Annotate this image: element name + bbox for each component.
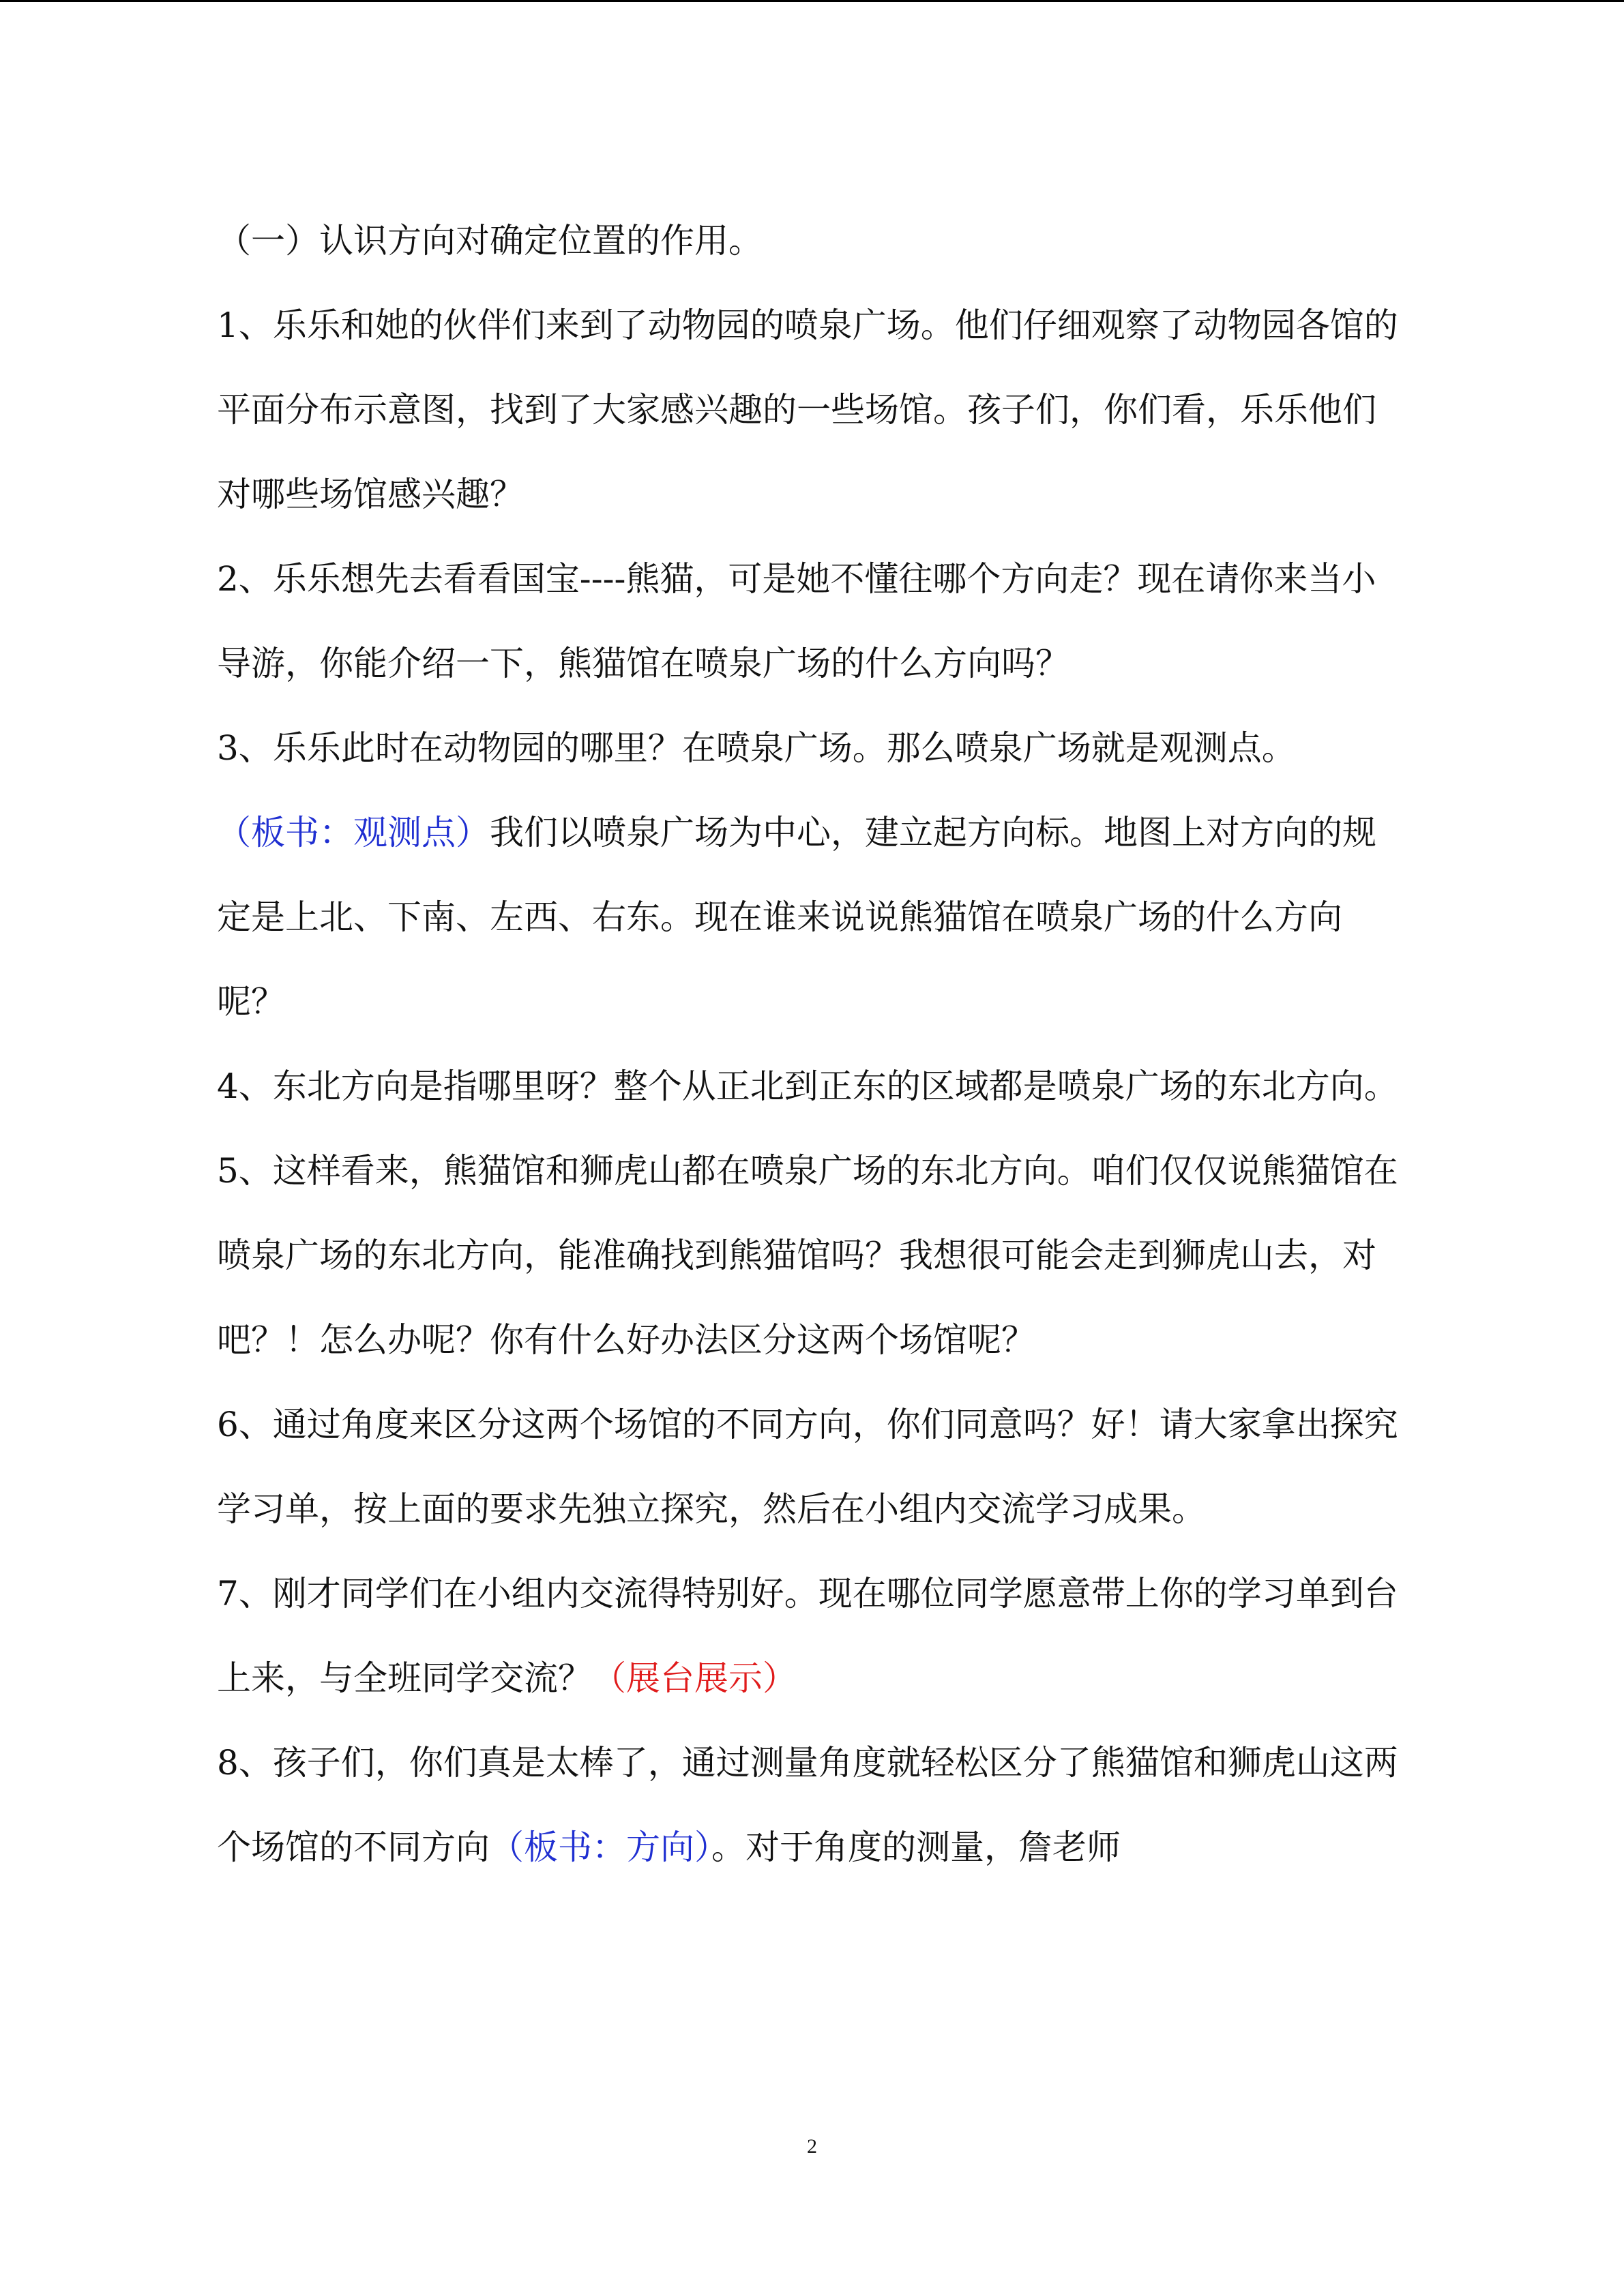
blackboard-note-direction: （板书：方向） [490, 1828, 711, 1867]
document-body [217, 198, 1407, 1890]
paragraph-2: 2、乐乐想先去看看国宝----熊猫，可是她不懂往哪个方向走？现在请你来当小导游，你能介绍一下，熊猫馆在喷泉广场的什么方向吗？ [217, 559, 1376, 683]
paragraph-1: 1、乐乐和她的伙伴们来到了动物园的喷泉广场。他们仔细观察了动物园各馆的平面分布示意图，找到了大家感兴趣的一些场馆。孩子们，你们看，乐乐他们对哪些场馆感兴趣？ [217, 305, 1398, 514]
paragraph-7-text: 7、刚才同学们在小组内交流得特别好。现在哪位同学愿意带上你的学习单到台上来，与全班同学交流？ [217, 1574, 1398, 1698]
section-heading: （一）认识方向对确定位置的作用。 [217, 221, 763, 260]
paragraph-3: 3、乐乐此时在动物园的哪里？在喷泉广场。那么喷泉广场就是观测点。 [217, 728, 1296, 768]
page-number: 2 [807, 2135, 817, 2158]
paragraph-4: 4、东北方向是指哪里呀？整个从正北到正东的区域都是喷泉广场的东北方向。 [217, 1067, 1398, 1106]
paragraph-8-text: 8、孩子们，你们真是太棒了，通过测量角度就轻松区分了熊猫馆和狮虎山这两个场馆的不同方向 [217, 1743, 1398, 1867]
paragraph-5: 5、这样看来，熊猫馆和狮虎山都在喷泉广场的东北方向。咱们仅仅说熊猫馆在喷泉广场的东北方向，能准确找到熊猫馆吗？我想很可能会走到狮虎山去，对吧？！怎么办呢？你有什么好办法区分这两个场馆呢？ [217, 1151, 1398, 1360]
paragraph-3-continued-text: 我们以喷泉广场为中心，建立起方向标。地图上对方向的规定是上北、下南、左西、右东。现在谁来说说熊猫馆在喷泉广场的什么方向呢？ [217, 813, 1376, 1022]
paragraph-7 [217, 1551, 1407, 1720]
paragraph-6: 6、通过角度来区分这两个场馆的不同方向，你们同意吗？好！请大家拿出探究学习单，按上面的要求先独立探究，然后在小组内交流学习成果。 [217, 1405, 1398, 1529]
paragraph-8-tail: 。对于角度的测量，詹老师 [711, 1828, 1121, 1867]
demo-note: （展台展示） [592, 1658, 797, 1698]
paragraph-3-continued [217, 790, 1407, 1044]
blackboard-note-observation-point: （板书：观测点） [217, 813, 490, 852]
paragraph-8 [217, 1720, 1407, 1890]
